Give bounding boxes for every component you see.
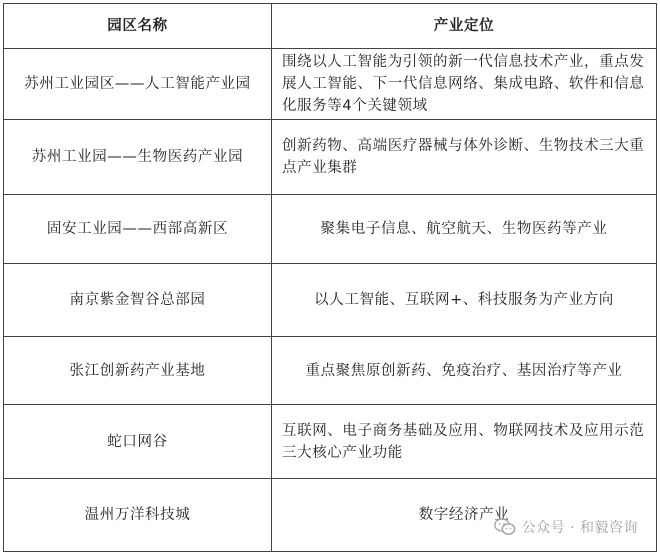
industry-position-cell: 聚集电子信息、航空航天、生物医药等产业 [272,195,657,264]
header-park-name: 园区名称 [4,4,272,49]
table-row [4,264,657,337]
table-header-row [4,4,657,49]
industry-position-cell: 创新药物、高端医疗器械与体外诊断、生物技术三大重点产业集群 [272,120,657,195]
table-row [4,337,657,405]
watermark-text: 公众号 · 和毅咨询 [521,520,638,536]
industry-position-cell: 重点聚焦原创新药、免疫治疗、基因治疗等产业 [272,337,657,405]
park-name-cell: 苏州工业园——生物医药产业园 [4,120,272,195]
park-name-cell: 蛇口网谷 [4,405,272,479]
industry-position-cell: 互联网、电子商务基础及应用、物联网技术及应用示范三大核心产业功能 [272,405,657,479]
table-row [4,195,657,264]
table-row [4,405,657,479]
table-row [4,479,657,552]
table-row [4,49,657,120]
table-row [4,120,657,195]
park-name-cell: 温州万洋科技城 [4,479,272,552]
park-name-cell: 南京紫金智谷总部园 [4,264,272,337]
park-name-cell: 张江创新药产业基地 [4,337,272,405]
wechat-watermark [494,517,638,537]
park-name-cell: 苏州工业园区——人工智能产业园 [4,49,272,120]
industrial-park-table [3,3,657,552]
industry-position-cell: 以人工智能、互联网+、科技服务为产业方向 [272,264,657,337]
industry-position-cell: 围绕以人工智能为引领的新一代信息技术产业，重点发展人工智能、下一代信息网络、集成电路、软件和信息化服务等4个关键领域 [272,49,657,120]
industry-position-cell: 数字经济产业 [272,479,657,552]
header-industry-position: 产业定位 [272,4,657,49]
wechat-icon [494,518,516,536]
park-name-cell: 固安工业园——西部高新区 [4,195,272,264]
